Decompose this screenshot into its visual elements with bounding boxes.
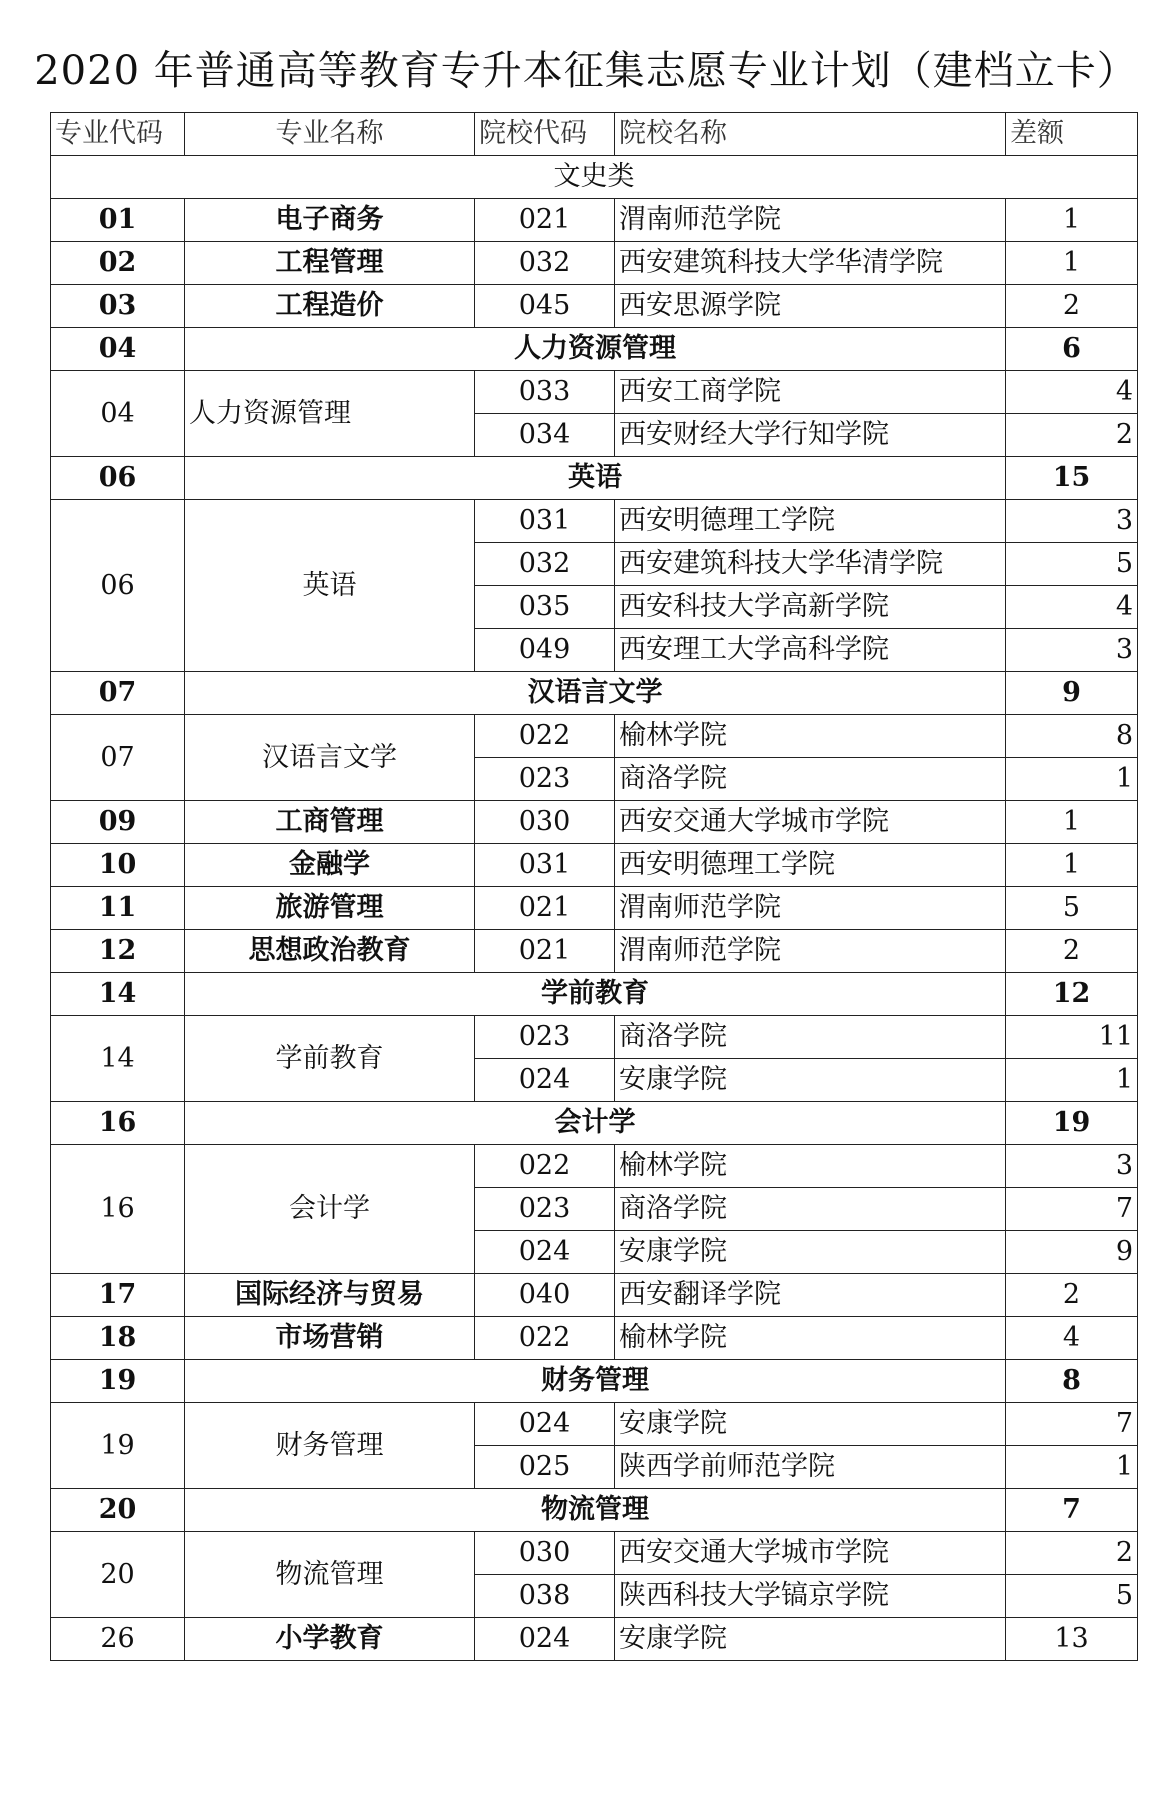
school-name-cell: 西安理工大学高科学院: [615, 629, 1006, 672]
school-code-cell: 022: [475, 1145, 615, 1188]
school-code-cell: 021: [475, 199, 615, 242]
quota-cell: 1: [1006, 801, 1138, 844]
table-header-row: [51, 113, 1138, 156]
school-code-cell: 032: [475, 242, 615, 285]
quota-cell: 7: [1006, 1403, 1138, 1446]
table-row: [51, 1274, 1138, 1317]
school-code-cell: 023: [475, 758, 615, 801]
school-code-cell: 038: [475, 1575, 615, 1618]
school-name-cell: 商洛学院: [615, 758, 1006, 801]
school-name-cell: 陕西学前师范学院: [615, 1446, 1006, 1489]
school-code-cell: 031: [475, 844, 615, 887]
major-code-cell: 17: [51, 1274, 185, 1317]
total-cell: 12: [1006, 973, 1138, 1016]
major-code-cell: 16: [51, 1145, 185, 1274]
major-code-cell: 09: [51, 801, 185, 844]
quota-cell: 3: [1006, 1145, 1138, 1188]
quota-cell: 5: [1006, 887, 1138, 930]
school-name-cell: 西安翻译学院: [615, 1274, 1006, 1317]
school-name-cell: 陕西科技大学镐京学院: [615, 1575, 1006, 1618]
header-major-code: 专业代码: [51, 113, 185, 156]
category-label: 文史类: [51, 156, 1138, 199]
quota-cell: 3: [1006, 629, 1138, 672]
school-code-cell: 023: [475, 1188, 615, 1231]
school-code-cell: 035: [475, 586, 615, 629]
major-name-cell: 旅游管理: [185, 887, 475, 930]
school-name-cell: 榆林学院: [615, 715, 1006, 758]
major-code-cell: 18: [51, 1317, 185, 1360]
quota-cell: 1: [1006, 844, 1138, 887]
school-code-cell: 031: [475, 500, 615, 543]
major-code-cell: 02: [51, 242, 185, 285]
major-name-cell: 会计学: [185, 1102, 1006, 1145]
school-code-cell: 034: [475, 414, 615, 457]
table-row: [51, 930, 1138, 973]
quota-cell: 7: [1006, 1188, 1138, 1231]
major-name-cell: 市场营销: [185, 1317, 475, 1360]
table-row: [51, 1317, 1138, 1360]
header-major-name: 专业名称: [185, 113, 475, 156]
table-row: [51, 887, 1138, 930]
major-name-cell: 工程造价: [185, 285, 475, 328]
category-row: [51, 156, 1138, 199]
total-cell: 9: [1006, 672, 1138, 715]
school-code-cell: 030: [475, 801, 615, 844]
major-name-cell: 工程管理: [185, 242, 475, 285]
quota-cell: 4: [1006, 1317, 1138, 1360]
school-name-cell: 西安明德理工学院: [615, 844, 1006, 887]
major-name-cell: 学前教育: [185, 973, 1006, 1016]
major-name-cell: 国际经济与贸易: [185, 1274, 475, 1317]
major-name-cell: 财务管理: [185, 1403, 475, 1489]
major-summary-row: [51, 1102, 1138, 1145]
major-name-cell: 英语: [185, 500, 475, 672]
quota-cell: 1: [1006, 758, 1138, 801]
school-code-cell: 024: [475, 1618, 615, 1661]
quota-cell: 1: [1006, 1059, 1138, 1102]
total-cell: 8: [1006, 1360, 1138, 1403]
major-name-cell: 人力资源管理: [185, 328, 1006, 371]
table-row: [51, 844, 1138, 887]
major-code-cell: 11: [51, 887, 185, 930]
major-summary-row: [51, 1360, 1138, 1403]
school-name-cell: 安康学院: [615, 1403, 1006, 1446]
header-school-name: 院校名称: [615, 113, 1006, 156]
school-code-cell: 023: [475, 1016, 615, 1059]
major-name-cell: 工商管理: [185, 801, 475, 844]
school-name-cell: 西安建筑科技大学华清学院: [615, 242, 1006, 285]
major-code-cell: 01: [51, 199, 185, 242]
school-name-cell: 西安明德理工学院: [615, 500, 1006, 543]
major-code-cell: 26: [51, 1618, 185, 1661]
major-code-cell: 04: [51, 371, 185, 457]
school-name-cell: 西安财经大学行知学院: [615, 414, 1006, 457]
quota-cell: 11: [1006, 1016, 1138, 1059]
school-name-cell: 西安交通大学城市学院: [615, 801, 1006, 844]
table-row: [51, 199, 1138, 242]
quota-cell: 4: [1006, 371, 1138, 414]
major-name-cell: 物流管理: [185, 1532, 475, 1618]
quota-cell: 1: [1006, 1446, 1138, 1489]
school-name-cell: 商洛学院: [615, 1016, 1006, 1059]
table-row: [51, 1016, 1138, 1059]
school-name-cell: 安康学院: [615, 1231, 1006, 1274]
school-name-cell: 商洛学院: [615, 1188, 1006, 1231]
school-name-cell: 渭南师范学院: [615, 887, 1006, 930]
table-row: [51, 1618, 1138, 1661]
major-code-cell: 06: [51, 457, 185, 500]
major-summary-row: [51, 672, 1138, 715]
major-code-cell: 14: [51, 973, 185, 1016]
major-summary-row: [51, 1489, 1138, 1532]
quota-cell: 2: [1006, 285, 1138, 328]
major-summary-row: [51, 328, 1138, 371]
quota-cell: 1: [1006, 199, 1138, 242]
school-code-cell: 022: [475, 1317, 615, 1360]
school-name-cell: 西安思源学院: [615, 285, 1006, 328]
major-name-cell: 人力资源管理: [185, 371, 475, 457]
school-code-cell: 045: [475, 285, 615, 328]
table-row: [51, 500, 1138, 543]
school-code-cell: 033: [475, 371, 615, 414]
major-code-cell: 12: [51, 930, 185, 973]
major-code-cell: 19: [51, 1360, 185, 1403]
header-school-code: 院校代码: [475, 113, 615, 156]
school-name-cell: 榆林学院: [615, 1145, 1006, 1188]
page-title: 2020 年普通高等教育专升本征集志愿专业计划（建档立卡）: [34, 48, 1138, 94]
major-name-cell: 学前教育: [185, 1016, 475, 1102]
table-row: [51, 1532, 1138, 1575]
school-name-cell: 西安科技大学高新学院: [615, 586, 1006, 629]
school-name-cell: 榆林学院: [615, 1317, 1006, 1360]
school-code-cell: 021: [475, 930, 615, 973]
school-name-cell: 安康学院: [615, 1618, 1006, 1661]
school-code-cell: 049: [475, 629, 615, 672]
school-code-cell: 022: [475, 715, 615, 758]
major-summary-row: [51, 973, 1138, 1016]
major-name-cell: 物流管理: [185, 1489, 1006, 1532]
school-name-cell: 西安建筑科技大学华清学院: [615, 543, 1006, 586]
major-code-cell: 03: [51, 285, 185, 328]
quota-cell: 4: [1006, 586, 1138, 629]
major-plan-table: [50, 112, 1138, 1661]
school-name-cell: 渭南师范学院: [615, 930, 1006, 973]
major-name-cell: 金融学: [185, 844, 475, 887]
school-code-cell: 024: [475, 1231, 615, 1274]
major-code-cell: 20: [51, 1532, 185, 1618]
quota-cell: 1: [1006, 242, 1138, 285]
school-code-cell: 030: [475, 1532, 615, 1575]
school-code-cell: 024: [475, 1059, 615, 1102]
table-row: [51, 242, 1138, 285]
major-summary-row: [51, 457, 1138, 500]
major-code-cell: 16: [51, 1102, 185, 1145]
quota-cell: 2: [1006, 1274, 1138, 1317]
major-code-cell: 10: [51, 844, 185, 887]
school-code-cell: 032: [475, 543, 615, 586]
major-code-cell: 19: [51, 1403, 185, 1489]
table-row: [51, 285, 1138, 328]
major-name-cell: 财务管理: [185, 1360, 1006, 1403]
school-name-cell: 渭南师范学院: [615, 199, 1006, 242]
total-cell: 6: [1006, 328, 1138, 371]
major-code-cell: 07: [51, 715, 185, 801]
table-row: [51, 1403, 1138, 1446]
major-name-cell: 电子商务: [185, 199, 475, 242]
major-name-cell: 汉语言文学: [185, 672, 1006, 715]
total-cell: 7: [1006, 1489, 1138, 1532]
major-name-cell: 英语: [185, 457, 1006, 500]
major-code-cell: 04: [51, 328, 185, 371]
quota-cell: 2: [1006, 930, 1138, 973]
quota-cell: 2: [1006, 414, 1138, 457]
total-cell: 19: [1006, 1102, 1138, 1145]
school-name-cell: 西安交通大学城市学院: [615, 1532, 1006, 1575]
total-cell: 15: [1006, 457, 1138, 500]
major-code-cell: 07: [51, 672, 185, 715]
header-quota: 差额: [1006, 113, 1138, 156]
school-code-cell: 021: [475, 887, 615, 930]
major-code-cell: 14: [51, 1016, 185, 1102]
table-row: [51, 1145, 1138, 1188]
major-code-cell: 20: [51, 1489, 185, 1532]
quota-cell: 5: [1006, 543, 1138, 586]
quota-cell: 13: [1006, 1618, 1138, 1661]
major-code-cell: 06: [51, 500, 185, 672]
quota-cell: 3: [1006, 500, 1138, 543]
school-code-cell: 024: [475, 1403, 615, 1446]
quota-cell: 5: [1006, 1575, 1138, 1618]
major-name-cell: 小学教育: [185, 1618, 475, 1661]
major-name-cell: 思想政治教育: [185, 930, 475, 973]
school-code-cell: 040: [475, 1274, 615, 1317]
school-name-cell: 安康学院: [615, 1059, 1006, 1102]
quota-cell: 2: [1006, 1532, 1138, 1575]
quota-cell: 9: [1006, 1231, 1138, 1274]
major-name-cell: 汉语言文学: [185, 715, 475, 801]
major-name-cell: 会计学: [185, 1145, 475, 1274]
table-row: [51, 715, 1138, 758]
table-row: [51, 801, 1138, 844]
school-code-cell: 025: [475, 1446, 615, 1489]
table-row: [51, 371, 1138, 414]
quota-cell: 8: [1006, 715, 1138, 758]
school-name-cell: 西安工商学院: [615, 371, 1006, 414]
